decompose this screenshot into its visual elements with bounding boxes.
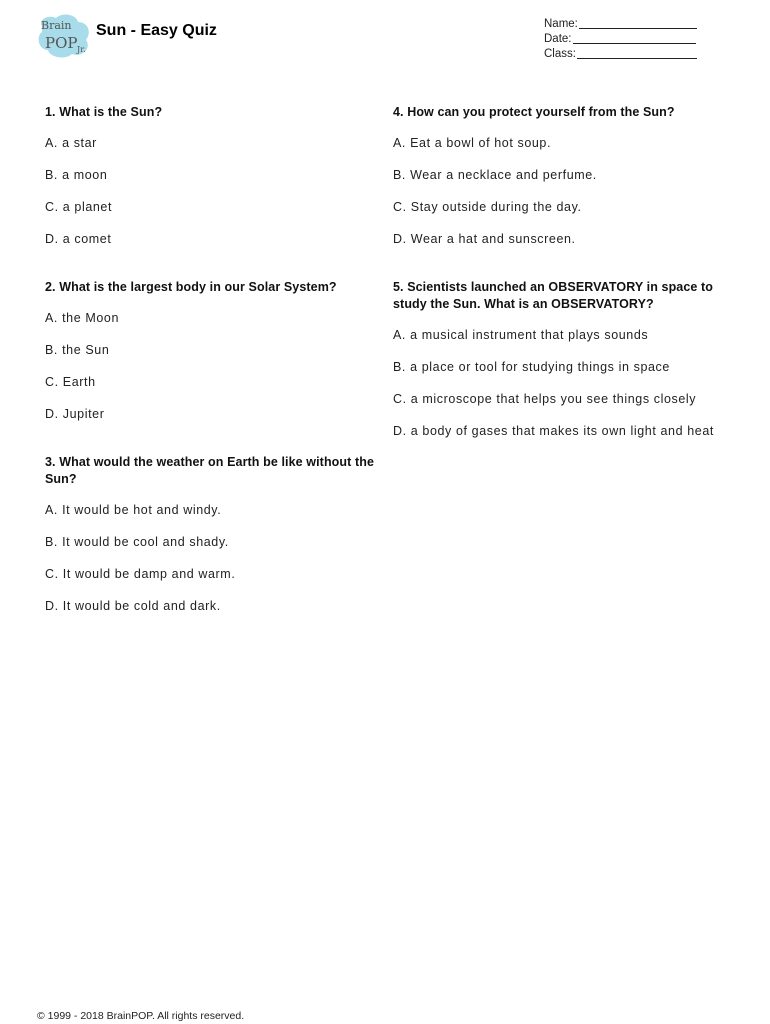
svg-text:POP: POP <box>45 34 78 52</box>
answer-option: A. a star <box>45 136 97 150</box>
question-text: 1. What is the Sun? <box>45 105 163 119</box>
copyright-footer: © 1999 - 2018 BrainPOP. All rights reserved. <box>37 1010 245 1022</box>
question-text: 5. Scientists launched an OBSERVATORY in space to study the Sun. What is an OBSERVATORY? <box>393 280 714 311</box>
answer-option: C. a planet <box>45 200 113 214</box>
answer-option: C. It would be damp and warm. <box>45 567 236 581</box>
date-field-row <box>544 32 697 47</box>
name-label: Name: <box>544 18 578 30</box>
date-label: Date: <box>544 33 572 45</box>
brainpop-jr-logo-image <box>36 12 92 60</box>
answer-option: D. It would be cold and dark. <box>45 599 221 613</box>
class-field-row <box>544 47 697 62</box>
answer-option: D. a body of gases that makes its own light and heat <box>393 424 714 438</box>
question-4 <box>393 104 723 247</box>
class-blank-line <box>577 47 697 59</box>
question-text: 4. How can you protect yourself from the Sun? <box>393 105 675 119</box>
brainpop-jr-logo <box>36 12 92 60</box>
question-3 <box>45 454 380 614</box>
svg-text:Brain: Brain <box>41 19 72 32</box>
name-field-row <box>544 17 697 32</box>
answer-option: B. Wear a necklace and perfume. <box>393 168 597 182</box>
date-blank-line <box>573 32 696 44</box>
answer-option: C. Earth <box>45 375 96 389</box>
student-info-block <box>544 17 697 62</box>
answer-option: D. Jupiter <box>45 407 105 421</box>
answer-option: A. It would be hot and windy. <box>45 503 222 517</box>
question-text: 3. What would the weather on Earth be like without the Sun? <box>45 455 375 486</box>
answer-option: C. Stay outside during the day. <box>393 200 582 214</box>
quiz-title: Sun - Easy Quiz <box>96 22 217 39</box>
question-5 <box>393 279 723 439</box>
questions-right-column <box>393 104 723 456</box>
answer-option: B. a place or tool for studying things in space <box>393 360 670 374</box>
questions-left-column <box>45 104 380 631</box>
svg-text:Jr.: Jr. <box>77 45 86 54</box>
name-blank-line <box>579 17 697 29</box>
answer-option: B. a moon <box>45 168 108 182</box>
question-1 <box>45 104 380 247</box>
answer-option: A. Eat a bowl of hot soup. <box>393 136 552 150</box>
answer-option: C. a microscope that helps you see things closely <box>393 392 697 406</box>
answer-option: D. a comet <box>45 232 112 246</box>
question-text: 2. What is the largest body in our Solar System? <box>45 280 337 294</box>
answer-option: D. Wear a hat and sunscreen. <box>393 232 576 246</box>
question-2 <box>45 279 380 422</box>
answer-option: A. the Moon <box>45 311 120 325</box>
answer-option: A. a musical instrument that plays sounds <box>393 328 649 342</box>
class-label: Class: <box>544 48 576 60</box>
answer-option: B. the Sun <box>45 343 110 357</box>
answer-option: B. It would be cool and shady. <box>45 535 229 549</box>
